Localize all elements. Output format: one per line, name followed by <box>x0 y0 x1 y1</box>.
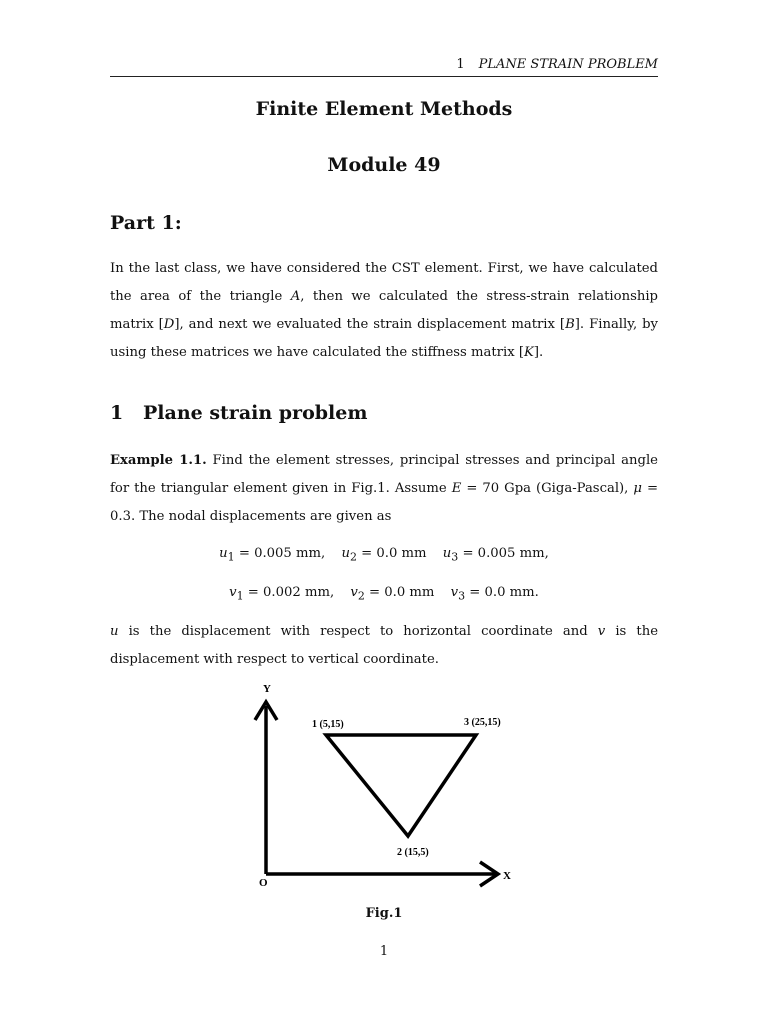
eq-u2: $u_2 = 0.0$ mm <box>341 546 427 564</box>
y-axis-label: Y <box>263 683 271 695</box>
header-rule <box>110 76 658 77</box>
figure-caption: Fig.1 <box>365 906 403 921</box>
eq-u1: $u_1 = 0.005$ mm, <box>219 546 326 564</box>
var-E: E <box>451 481 462 496</box>
intro-paragraph: In the last class, we have considered the CST element. First, we have calculated the area of the triangle A, then we calculated the stress-strain relationship matrix [D], and next we evaluated the strain displacement matrix [B]. Finally, by using these matrices we have calculated the stiffness matrix [K]. <box>110 261 658 360</box>
var-A: A <box>290 289 301 304</box>
section-heading <box>110 402 367 424</box>
part-heading: Part 1: <box>110 212 182 234</box>
page-number: 1 <box>379 944 389 959</box>
v-displacement-equations <box>110 585 658 603</box>
eq-v3: $v_3 = 0.0$ mm. <box>450 585 539 603</box>
node-2-label: 2 (15,5) <box>397 847 429 858</box>
triangle-element <box>326 735 476 836</box>
var-K: K <box>523 345 534 360</box>
module-heading: Module 49 <box>327 154 441 176</box>
header-section-number: 1 <box>456 57 465 72</box>
triangle-element-figure <box>240 676 530 898</box>
example-paragraph: Example 1.1. Find the element stresses, principal stresses and principal angle for the triangular element given in Fig.1. Assume E = 70 Gpa (Giga-Pascal), μ = 0.3. The nodal displacements are given as <box>110 453 659 524</box>
note-paragraph: u is the displacement with respect to horizontal coordinate and v is the displacement with respect to vertical coordinate. <box>110 624 658 667</box>
var-v: v <box>597 624 606 639</box>
header-section-title: PLANE STRAIN PROBLEM <box>478 57 658 72</box>
x-axis-label: X <box>503 870 511 882</box>
node-1-label: 1 (5,15) <box>312 719 344 730</box>
running-header <box>110 57 658 72</box>
origin-label: O <box>259 877 268 889</box>
eq-v1: $v_1 = 0.002$ mm, <box>229 585 335 603</box>
node-3-label: 3 (25,15) <box>464 717 501 728</box>
var-B: B <box>565 317 575 332</box>
var-D: D <box>163 317 175 332</box>
var-u: u <box>110 624 119 639</box>
section-number: 1 <box>110 402 124 424</box>
eq-v2: $v_2 = 0.0$ mm <box>350 585 435 603</box>
eq-u3: $u_3 = 0.005$ mm, <box>442 546 549 564</box>
u-displacement-equations <box>110 546 658 564</box>
document-title: Finite Element Methods <box>255 98 513 120</box>
example-label: Example 1.1. <box>110 453 207 468</box>
var-mu: μ <box>633 481 642 496</box>
section-title: Plane strain problem <box>143 402 368 424</box>
